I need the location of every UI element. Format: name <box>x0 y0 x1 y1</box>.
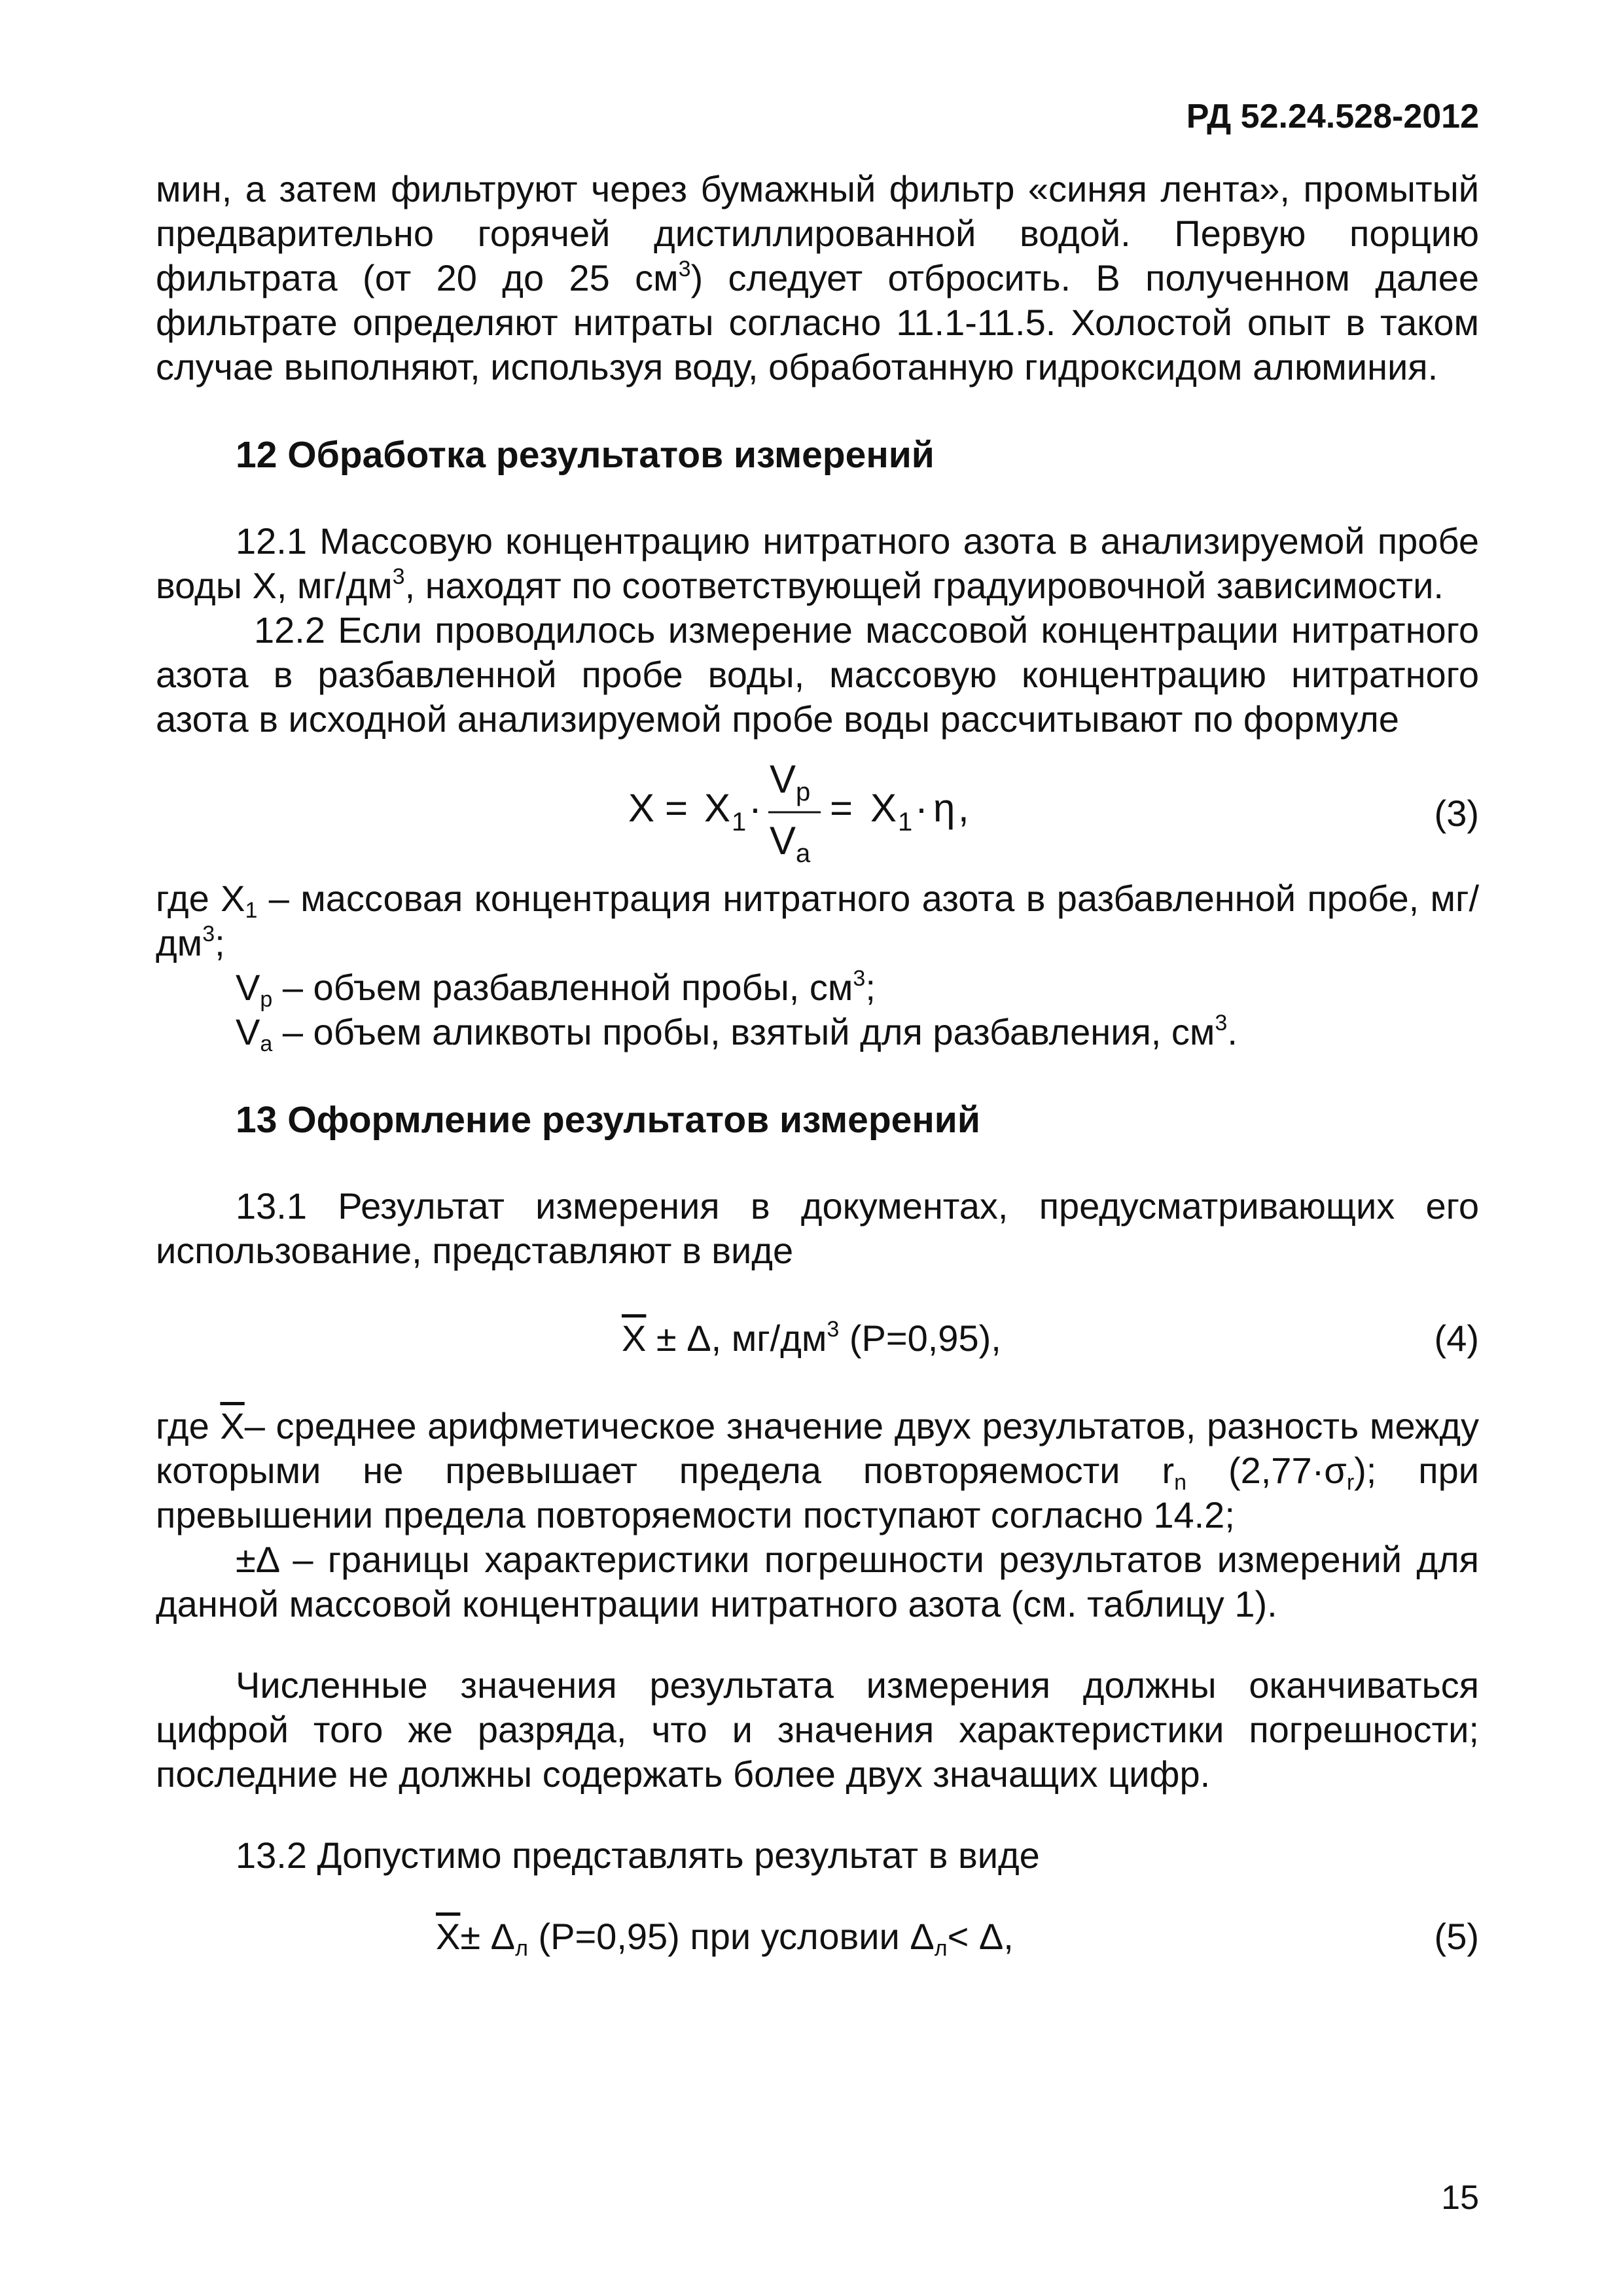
formula-denominator-sub: a <box>796 839 811 868</box>
formula-x1-sub: 1 <box>732 808 747 836</box>
formula-lhs: X <box>628 786 655 830</box>
paragraph-13-1: 13.1 Результат измерения в документах, предусматривающих его использование, представляют в виде <box>156 1185 1479 1271</box>
paragraph-12-2: 12.2 Если проводилось измерение массовой концентрации нитратного азота в разбавленной пробе воды, массовую концентрацию нитратного азота в исходной анализируемой пробе воды рассчитывают по формуле <box>156 609 1479 740</box>
formula-3-svg <box>156 744 1479 875</box>
where-x1: где $X_1$ – массовая концентрация нитратного азота в разбавленной пробе, $мг/дм^3$; <box>156 878 1479 963</box>
section-13-title: 13 Оформление результатов измерений <box>236 1099 980 1141</box>
formula-dot-2: · <box>915 786 928 830</box>
paragraph-12-1: 12.1 Массовую концентрацию нитратного азота в анализируемой пробе воды X, $мг/дм^3$, находят по соответствующей градуировочной зависимости. <box>156 520 1479 606</box>
where-va: $V_a$ – объем аликвоты пробы, взятый для разбавления, $см^3$. <box>236 1011 1238 1056</box>
formula-eq-1: = <box>665 786 688 830</box>
formula-3 <box>156 744 1479 875</box>
formula-x1-b: X <box>870 786 897 830</box>
formula-eq-2: = <box>830 786 853 830</box>
formula-numerator: V <box>770 757 796 801</box>
formula-4-number: (4) <box>1434 1318 1479 1359</box>
formula-3-number: (3) <box>1434 793 1479 834</box>
where-delta: ±Δ – границы характеристики погрешности результатов измерений для данной массовой концентрации нитратного азота (см. таблицу 1). <box>156 1539 1479 1624</box>
formula-denominator: V <box>770 819 796 863</box>
paragraph-13-2: 13.2 Допустимо представлять результат в виде <box>236 1835 1040 1876</box>
where-vp: $V_p$ – объем разбавленной пробы, $см^3$; <box>236 966 876 1012</box>
formula-4: $\overline{X} \pm \Delta$, $мг/дм^3$ (P=0,95), (4) <box>156 1316 1479 1361</box>
page-content <box>156 167 1479 1959</box>
formula-x1-b-sub: 1 <box>898 808 913 836</box>
formula-eta: η <box>933 786 955 830</box>
formula-4-xbar: $\overline{X}$ <box>622 1318 647 1359</box>
formula-5-number: (5) <box>1434 1916 1479 1957</box>
document-code: РД 52.24.528-2012 <box>1186 98 1479 135</box>
paragraph-13-1-note: Численные значения результата измерения должны оканчиваться цифрой того же разряда, что и значения характеристики погрешности; последние не должны содержать более двух значащих цифр. <box>156 1664 1479 1795</box>
intro-paragraph: мин, а затем фильтруют через бумажный фильтр «синяя лента», промытый предварительно горячей дистиллированной водой. Первую порцию фильтрата (от 20 до 25 $см^3$) следует отбросить. В полученном далее фильтрате определяют нитраты согласно 11.1-11.5. Холостой опыт в таком случае выполняют, используя воду, обработанную гидроксидом алюминия. <box>156 168 1479 387</box>
formula-x1: X <box>704 786 731 830</box>
formula-5-xbar: $\overline{X}$ <box>436 1916 461 1957</box>
where-xbar: где $\overline{X}-$ среднее арифметическое значение двух результатов, разность между которыми не превышает предела повторяемости $r_n$ $(2,77\cdot\sigma_r)$; при превышении предела повторяемости поступают согласно 14.2; <box>156 1405 1480 1535</box>
formula-dot-1: · <box>749 786 762 830</box>
page-number: 15 <box>1441 2179 1479 2217</box>
section-12-title: 12 Обработка результатов измерений <box>236 434 935 476</box>
formula-comma: , <box>958 786 969 830</box>
formula-numerator-sub: p <box>796 778 811 806</box>
formula-5: $\overline{X}\pm \Delta_л$ (P=0,95) при условии $\Delta_л< \Delta$, (5) <box>436 1916 1479 1961</box>
